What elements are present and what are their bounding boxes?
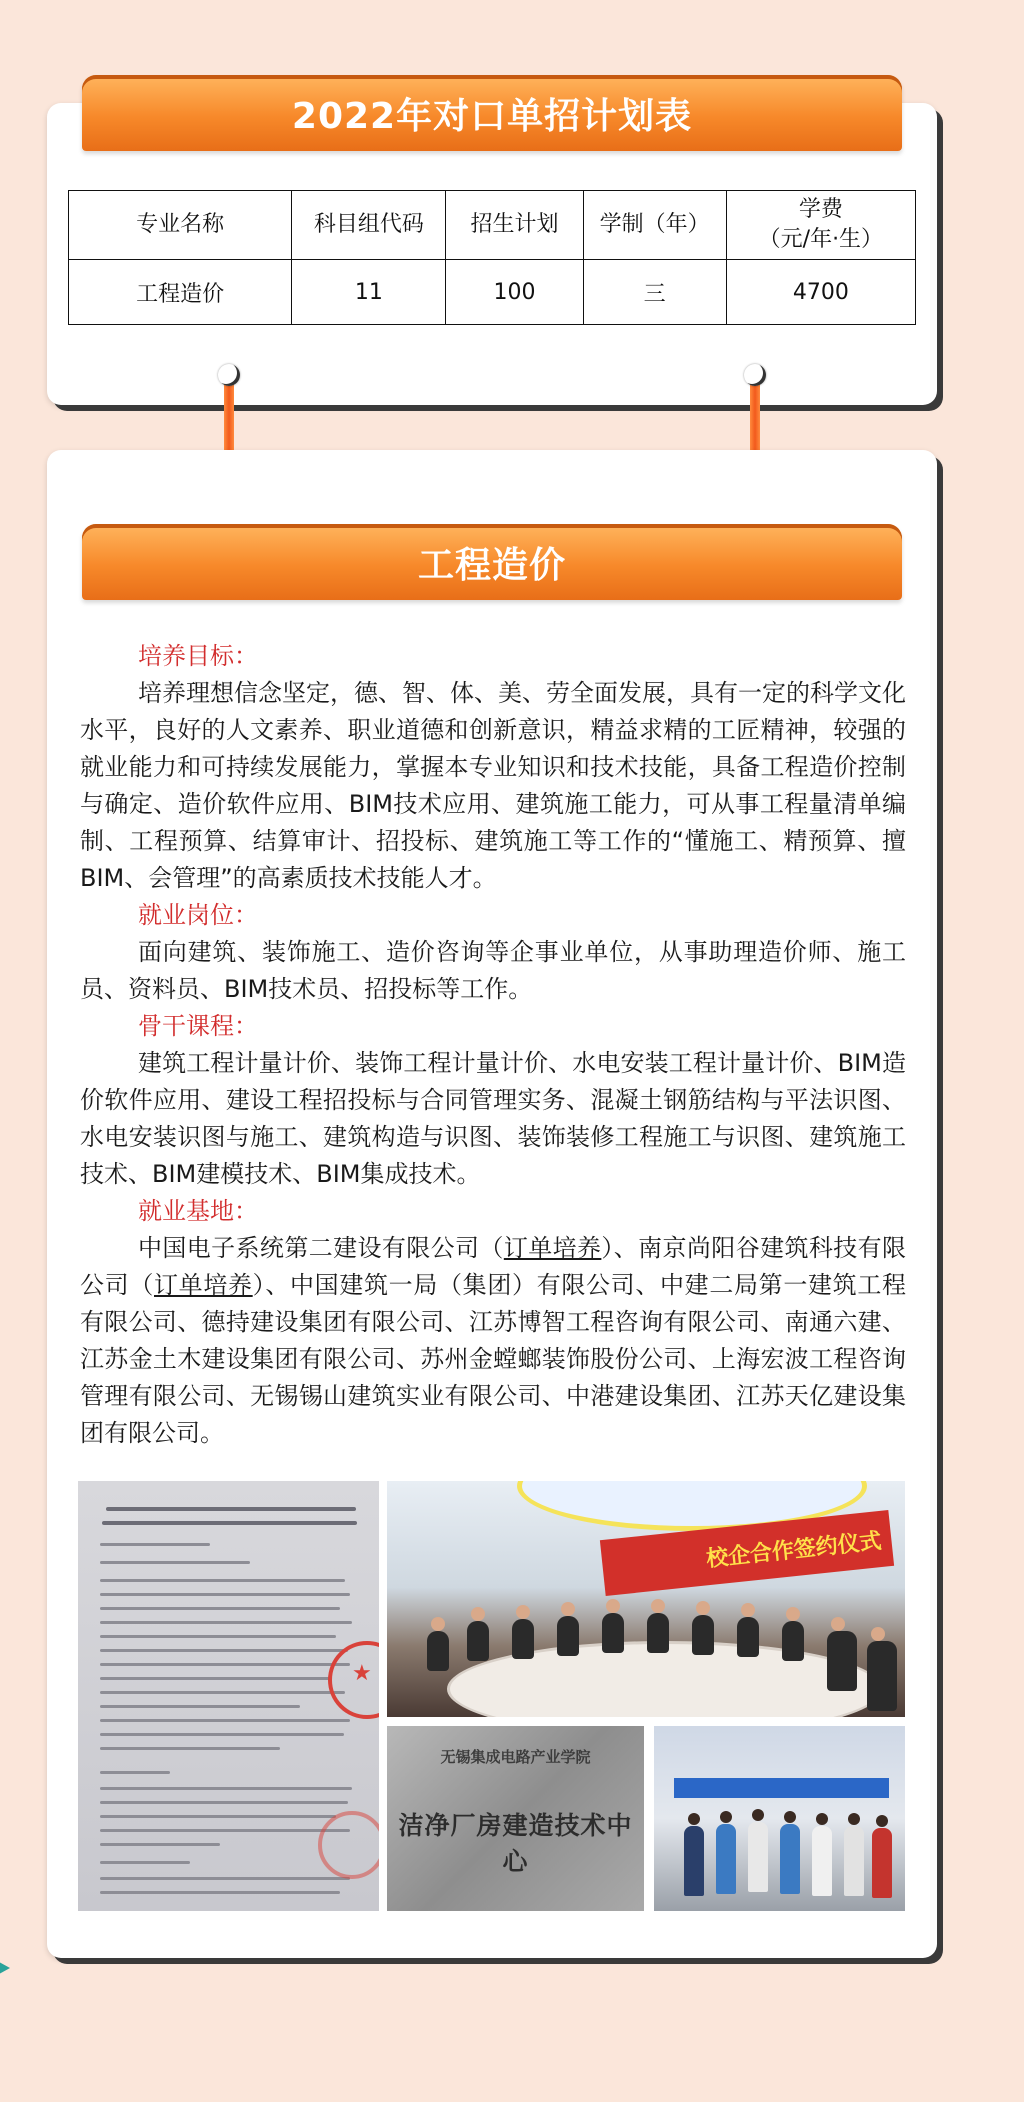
cell-plan: 100 — [446, 260, 583, 325]
signing-ceremony-photo — [387, 1481, 905, 1717]
header-duration: 学制（年） — [583, 191, 726, 260]
seal-star-icon: ★ — [352, 1661, 372, 1686]
table-row — [69, 260, 916, 325]
plan-table — [68, 190, 916, 325]
group-banner — [674, 1778, 889, 1798]
pin-dot-left-top — [218, 364, 240, 386]
header-tuition-unit: （元/年·生） — [758, 227, 884, 252]
plan-table-header — [69, 191, 916, 260]
red-seal-faded — [318, 1811, 379, 1879]
section-text-goal: 培养理想信念坚定，德、智、体、美、劳全面发展，具有一定的科学文化水平，良好的人文素养、职业道德和创新意识，精益求精的工匠精神，较强的就业能力和可持续发展能力，掌握本专业知识和技术技能，具备工程造价控制与确定、造价软件应用、BIM技术应用、建筑施工能力，可从事工程量清单编制、工程预算、结算审计、招投标、建筑施工等工作的“懂施工、精预算、擅BIM、会管理”的高素质技术技能人才。 — [80, 679, 906, 892]
cell-subject-code: 11 — [292, 260, 446, 325]
group-photo — [654, 1726, 905, 1911]
bases-text-2: ）、南京尚阳谷建筑科技有限公司（ — [80, 1234, 907, 1299]
plaque-photo — [387, 1726, 644, 1911]
section-heading-bases: 就业基地： — [138, 1197, 258, 1225]
header-tuition — [726, 191, 915, 260]
agreement-document-photo — [78, 1481, 379, 1911]
header-major: 专业名称 — [69, 191, 292, 260]
section-text-bases — [80, 1230, 906, 1452]
cell-tuition: 4700 — [726, 260, 915, 325]
major-description — [80, 638, 906, 1452]
plaque-center-name: 洁净厂房建造技术中心 — [398, 1811, 633, 1876]
section-heading-jobs: 就业岗位： — [138, 901, 258, 929]
pin-dot-right-top — [744, 364, 766, 386]
bases-text-3: ）、中国建筑一局（集团）有限公司、中建二局第一建筑工程有限公司、德持建设集团有限公司、江苏博智工程咨询有限公司、南通六建、江苏金土木建设集团有限公司、苏州金螳螂装饰股份公司、上海宏波工程咨询管理有限公司、无锡锡山建筑实业有限公司、中港建设集团、江苏天亿建设集团有限公司。 — [80, 1271, 907, 1447]
header-subject-code: 科目组代码 — [292, 191, 446, 260]
plan-title: 2022年对口单招计划表 — [82, 75, 902, 151]
bases-order-training-2: 订单培养 — [154, 1271, 253, 1299]
cell-duration: 三 — [583, 260, 726, 325]
section-text-jobs: 面向建筑、装饰施工、造价咨询等企事业单位，从事助理造价师、施工员、资料员、BIM技术员、招投标等工作。 — [80, 938, 906, 1003]
ceremony-banner-text: 校企合作签约仪式 — [705, 1528, 883, 1572]
section-text-courses: 建筑工程计量计价、装饰工程计量计价、水电安装工程计量计价、BIM造价软件应用、建设工程招投标与合同管理实务、混凝土钢筋结构与平法识图、水电安装识图与施工、建筑构造与识图、装饰装修工程施工与识图、建筑施工技术、BIM建模技术、BIM集成技术。 — [80, 1049, 906, 1188]
section-heading-goal: 培养目标： — [138, 642, 258, 670]
bases-order-training-1: 订单培养 — [503, 1234, 602, 1262]
section-heading-courses: 骨干课程： — [138, 1012, 258, 1040]
side-arrow-icon — [0, 1956, 10, 1980]
bases-text-1: 中国电子系统第二建设有限公司（ — [138, 1234, 504, 1262]
header-plan: 招生计划 — [446, 191, 583, 260]
header-tuition-label: 学费 — [798, 197, 843, 222]
cell-major: 工程造价 — [69, 260, 292, 325]
major-title: 工程造价 — [82, 524, 902, 600]
plaque-institute-name: 无锡集成电路产业学院 — [440, 1748, 591, 1766]
